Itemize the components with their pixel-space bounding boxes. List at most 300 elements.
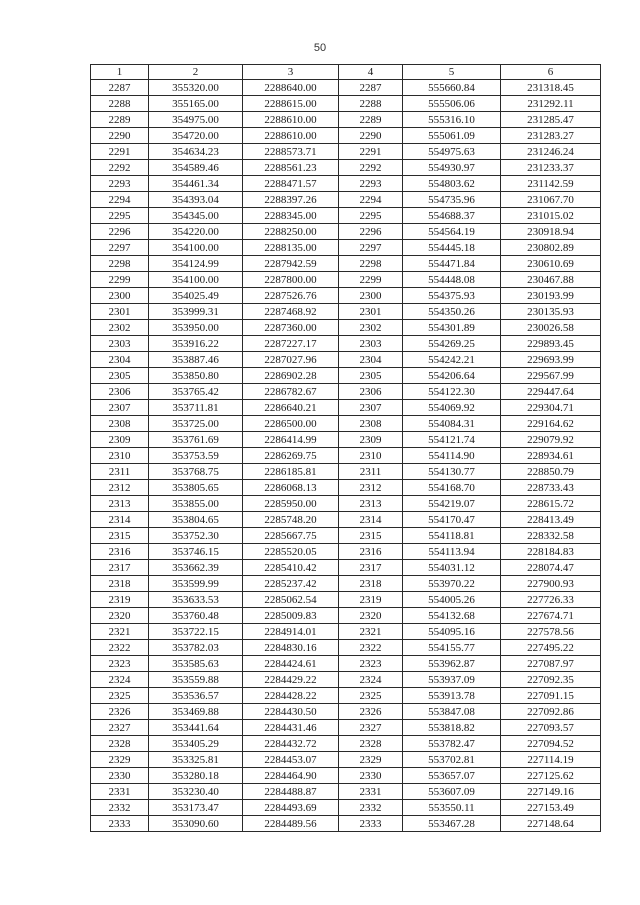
table-cell: 2287800.00 xyxy=(243,272,339,288)
table-cell: 2294 xyxy=(339,192,403,208)
table-row xyxy=(91,592,601,608)
table-cell: 2293 xyxy=(339,176,403,192)
table-cell: 553782.47 xyxy=(403,736,501,752)
table-cell: 354220.00 xyxy=(149,224,243,240)
table-cell: 2326 xyxy=(91,704,149,720)
table-cell: 2311 xyxy=(91,464,149,480)
table-cell: 353805.65 xyxy=(149,480,243,496)
table-cell: 554375.93 xyxy=(403,288,501,304)
table-cell: 2302 xyxy=(339,320,403,336)
table-cell: 353559.88 xyxy=(149,672,243,688)
table-cell: 553702.81 xyxy=(403,752,501,768)
table-cell: 229567.99 xyxy=(501,368,601,384)
table-cell: 2322 xyxy=(91,640,149,656)
table-cell: 2300 xyxy=(339,288,403,304)
table-cell: 2315 xyxy=(339,528,403,544)
table-cell: 2310 xyxy=(91,448,149,464)
column-header: 6 xyxy=(501,65,601,80)
table-cell: 228850.79 xyxy=(501,464,601,480)
table-cell: 2288250.00 xyxy=(243,224,339,240)
table-cell: 554170.47 xyxy=(403,512,501,528)
table-cell: 554803.62 xyxy=(403,176,501,192)
table-cell: 2284424.61 xyxy=(243,656,339,672)
table-cell: 2317 xyxy=(339,560,403,576)
table-cell: 2316 xyxy=(91,544,149,560)
table-cell: 554564.19 xyxy=(403,224,501,240)
table-cell: 231285.47 xyxy=(501,112,601,128)
table-cell: 2309 xyxy=(339,432,403,448)
table-row xyxy=(91,496,601,512)
table-cell: 2314 xyxy=(339,512,403,528)
table-cell: 2306 xyxy=(339,384,403,400)
table-cell: 2290 xyxy=(91,128,149,144)
table-cell: 353760.48 xyxy=(149,608,243,624)
table-cell: 2288135.00 xyxy=(243,240,339,256)
table-cell: 2301 xyxy=(91,304,149,320)
table-cell: 229693.99 xyxy=(501,352,601,368)
table-cell: 354975.00 xyxy=(149,112,243,128)
table-cell: 231318.45 xyxy=(501,80,601,96)
table-cell: 2288397.26 xyxy=(243,192,339,208)
table-cell: 353469.88 xyxy=(149,704,243,720)
table-cell: 227900.93 xyxy=(501,576,601,592)
table-cell: 554114.90 xyxy=(403,448,501,464)
table-cell: 2286185.81 xyxy=(243,464,339,480)
table-cell: 553962.87 xyxy=(403,656,501,672)
table-cell: 2297 xyxy=(339,240,403,256)
table-row xyxy=(91,720,601,736)
table-cell: 227114.19 xyxy=(501,752,601,768)
table-cell: 2284430.50 xyxy=(243,704,339,720)
table-cell: 2323 xyxy=(339,656,403,672)
table-cell: 2284432.72 xyxy=(243,736,339,752)
table-row xyxy=(91,544,601,560)
table-row xyxy=(91,672,601,688)
table-cell: 2302 xyxy=(91,320,149,336)
table-cell: 353950.00 xyxy=(149,320,243,336)
table-cell: 554084.31 xyxy=(403,416,501,432)
table-row xyxy=(91,160,601,176)
table-cell: 2303 xyxy=(91,336,149,352)
table-cell: 2320 xyxy=(339,608,403,624)
table-cell: 553937.09 xyxy=(403,672,501,688)
table-cell: 554118.81 xyxy=(403,528,501,544)
table-cell: 554219.07 xyxy=(403,496,501,512)
table-cell: 2324 xyxy=(91,672,149,688)
table-cell: 2288561.23 xyxy=(243,160,339,176)
column-header: 3 xyxy=(243,65,339,80)
table-row xyxy=(91,624,601,640)
table-row xyxy=(91,304,601,320)
table-cell: 2288573.71 xyxy=(243,144,339,160)
table-row xyxy=(91,752,601,768)
table-cell: 2326 xyxy=(339,704,403,720)
table-cell: 554735.96 xyxy=(403,192,501,208)
table-cell: 354634.23 xyxy=(149,144,243,160)
table-cell: 353536.57 xyxy=(149,688,243,704)
table-cell: 354461.34 xyxy=(149,176,243,192)
table-cell: 2289 xyxy=(91,112,149,128)
table-cell: 227092.35 xyxy=(501,672,601,688)
table-cell: 553818.82 xyxy=(403,720,501,736)
table-cell: 354100.00 xyxy=(149,272,243,288)
table-cell: 2292 xyxy=(339,160,403,176)
table-cell: 354124.99 xyxy=(149,256,243,272)
table-cell: 555660.84 xyxy=(403,80,501,96)
table-cell: 2287360.00 xyxy=(243,320,339,336)
table-cell: 2306 xyxy=(91,384,149,400)
table-cell: 354393.04 xyxy=(149,192,243,208)
table-cell: 2285410.42 xyxy=(243,560,339,576)
table-cell: 554031.12 xyxy=(403,560,501,576)
table-cell: 2305 xyxy=(339,368,403,384)
table-body xyxy=(91,80,601,832)
table-cell: 2297 xyxy=(91,240,149,256)
table-row xyxy=(91,768,601,784)
table-cell: 554471.84 xyxy=(403,256,501,272)
table-cell: 2284431.46 xyxy=(243,720,339,736)
table-cell: 2287 xyxy=(91,80,149,96)
table-cell: 553657.07 xyxy=(403,768,501,784)
table-cell: 231246.24 xyxy=(501,144,601,160)
table-row xyxy=(91,240,601,256)
table-cell: 2284914.01 xyxy=(243,624,339,640)
table-cell: 230135.93 xyxy=(501,304,601,320)
table-row xyxy=(91,288,601,304)
table-cell: 2284428.22 xyxy=(243,688,339,704)
table-cell: 2286902.28 xyxy=(243,368,339,384)
table-row xyxy=(91,208,601,224)
table-cell: 2286068.13 xyxy=(243,480,339,496)
table-cell: 2290 xyxy=(339,128,403,144)
table-cell: 2308 xyxy=(91,416,149,432)
table-cell: 228184.83 xyxy=(501,544,601,560)
table-cell: 2323 xyxy=(91,656,149,672)
table-cell: 554069.92 xyxy=(403,400,501,416)
column-header: 2 xyxy=(149,65,243,80)
table-cell: 2286414.99 xyxy=(243,432,339,448)
table-cell: 2305 xyxy=(91,368,149,384)
table-cell: 2288640.00 xyxy=(243,80,339,96)
table-cell: 554242.21 xyxy=(403,352,501,368)
table-cell: 2288610.00 xyxy=(243,112,339,128)
table-cell: 554005.26 xyxy=(403,592,501,608)
table-cell: 353725.00 xyxy=(149,416,243,432)
table-cell: 2330 xyxy=(91,768,149,784)
table-cell: 2303 xyxy=(339,336,403,352)
table-row xyxy=(91,416,601,432)
table-cell: 2325 xyxy=(339,688,403,704)
table-cell: 2286782.67 xyxy=(243,384,339,400)
table-cell: 2309 xyxy=(91,432,149,448)
table-cell: 353752.30 xyxy=(149,528,243,544)
table-cell: 353746.15 xyxy=(149,544,243,560)
table-row xyxy=(91,368,601,384)
table-cell: 554688.37 xyxy=(403,208,501,224)
table-row xyxy=(91,192,601,208)
table-cell: 2299 xyxy=(91,272,149,288)
table-cell: 2332 xyxy=(91,800,149,816)
table-cell: 2319 xyxy=(339,592,403,608)
table-cell: 353405.29 xyxy=(149,736,243,752)
table-cell: 554930.97 xyxy=(403,160,501,176)
table-cell: 555061.09 xyxy=(403,128,501,144)
table-cell: 554113.94 xyxy=(403,544,501,560)
table-row xyxy=(91,560,601,576)
table-row xyxy=(91,512,601,528)
table-cell: 354025.49 xyxy=(149,288,243,304)
table-cell: 2329 xyxy=(91,752,149,768)
table-cell: 231292.11 xyxy=(501,96,601,112)
table-cell: 554445.18 xyxy=(403,240,501,256)
table-cell: 554155.77 xyxy=(403,640,501,656)
table-cell: 2285748.20 xyxy=(243,512,339,528)
table-cell: 554269.25 xyxy=(403,336,501,352)
table-cell: 353753.59 xyxy=(149,448,243,464)
table-cell: 353585.63 xyxy=(149,656,243,672)
table-cell: 2331 xyxy=(339,784,403,800)
table-cell: 353855.00 xyxy=(149,496,243,512)
table-cell: 353887.46 xyxy=(149,352,243,368)
table-cell: 2285950.00 xyxy=(243,496,339,512)
table-cell: 2285062.54 xyxy=(243,592,339,608)
table-cell: 231015.02 xyxy=(501,208,601,224)
table-cell: 2288615.00 xyxy=(243,96,339,112)
table-cell: 353711.81 xyxy=(149,400,243,416)
table-row xyxy=(91,528,601,544)
table-cell: 227125.62 xyxy=(501,768,601,784)
table-cell: 553467.28 xyxy=(403,816,501,832)
table-cell: 554095.16 xyxy=(403,624,501,640)
table-cell: 229304.71 xyxy=(501,400,601,416)
column-header: 4 xyxy=(339,65,403,80)
table-cell: 2287 xyxy=(339,80,403,96)
table-cell: 227148.64 xyxy=(501,816,601,832)
table-cell: 553550.11 xyxy=(403,800,501,816)
table-cell: 2296 xyxy=(91,224,149,240)
table-row xyxy=(91,432,601,448)
table-cell: 2284830.16 xyxy=(243,640,339,656)
table-header-row xyxy=(91,65,601,80)
table-cell: 2284493.69 xyxy=(243,800,339,816)
table-row xyxy=(91,784,601,800)
table-cell: 2307 xyxy=(339,400,403,416)
table-row xyxy=(91,688,601,704)
page-number: 50 xyxy=(313,42,327,54)
table-cell: 2298 xyxy=(91,256,149,272)
table-cell: 353782.03 xyxy=(149,640,243,656)
table-cell: 2315 xyxy=(91,528,149,544)
table-cell: 2288 xyxy=(91,96,149,112)
table-cell: 230026.58 xyxy=(501,320,601,336)
table-cell: 353722.15 xyxy=(149,624,243,640)
coordinates-table xyxy=(90,64,601,832)
table-row xyxy=(91,320,601,336)
table-cell: 227087.97 xyxy=(501,656,601,672)
table-cell: 2313 xyxy=(91,496,149,512)
table-cell: 228934.61 xyxy=(501,448,601,464)
table-row xyxy=(91,384,601,400)
table-cell: 2313 xyxy=(339,496,403,512)
table-cell: 353599.99 xyxy=(149,576,243,592)
table-cell: 2284489.56 xyxy=(243,816,339,832)
table-cell: 353804.65 xyxy=(149,512,243,528)
table-cell: 353280.18 xyxy=(149,768,243,784)
table-cell: 229164.62 xyxy=(501,416,601,432)
table-cell: 227674.71 xyxy=(501,608,601,624)
table-cell: 554122.30 xyxy=(403,384,501,400)
table-cell: 554132.68 xyxy=(403,608,501,624)
table-cell: 2320 xyxy=(91,608,149,624)
table-cell: 227092.86 xyxy=(501,704,601,720)
table-cell: 2312 xyxy=(339,480,403,496)
table-cell: 2333 xyxy=(91,816,149,832)
table-cell: 228615.72 xyxy=(501,496,601,512)
table-cell: 353850.80 xyxy=(149,368,243,384)
table-cell: 231067.70 xyxy=(501,192,601,208)
table-cell: 2327 xyxy=(91,720,149,736)
table-cell: 2285009.83 xyxy=(243,608,339,624)
table-cell: 553970.22 xyxy=(403,576,501,592)
table-cell: 2312 xyxy=(91,480,149,496)
table-cell: 353633.53 xyxy=(149,592,243,608)
table-cell: 353090.60 xyxy=(149,816,243,832)
table-cell: 2322 xyxy=(339,640,403,656)
table-cell: 2321 xyxy=(339,624,403,640)
table-row xyxy=(91,80,601,96)
table-cell: 2286269.75 xyxy=(243,448,339,464)
table-cell: 2287027.96 xyxy=(243,352,339,368)
table-cell: 229079.92 xyxy=(501,432,601,448)
table-cell: 230802.89 xyxy=(501,240,601,256)
table-cell: 2284429.22 xyxy=(243,672,339,688)
table-cell: 353761.69 xyxy=(149,432,243,448)
table-cell: 2300 xyxy=(91,288,149,304)
table-row xyxy=(91,336,601,352)
table-cell: 2316 xyxy=(339,544,403,560)
table-cell: 354345.00 xyxy=(149,208,243,224)
table-row xyxy=(91,400,601,416)
table-cell: 227093.57 xyxy=(501,720,601,736)
table-row xyxy=(91,352,601,368)
table-cell: 2284488.87 xyxy=(243,784,339,800)
table-cell: 2329 xyxy=(339,752,403,768)
table-cell: 353662.39 xyxy=(149,560,243,576)
table-cell: 229447.64 xyxy=(501,384,601,400)
table-cell: 2327 xyxy=(339,720,403,736)
table-cell: 2311 xyxy=(339,464,403,480)
table-cell: 2295 xyxy=(339,208,403,224)
table-cell: 227495.22 xyxy=(501,640,601,656)
table-cell: 553847.08 xyxy=(403,704,501,720)
table-cell: 555316.10 xyxy=(403,112,501,128)
table-row xyxy=(91,144,601,160)
table-cell: 227726.33 xyxy=(501,592,601,608)
table-cell: 228413.49 xyxy=(501,512,601,528)
table-row xyxy=(91,224,601,240)
table-cell: 2288610.00 xyxy=(243,128,339,144)
table-cell: 2331 xyxy=(91,784,149,800)
table-cell: 2287526.76 xyxy=(243,288,339,304)
table-cell: 354589.46 xyxy=(149,160,243,176)
table-cell: 2319 xyxy=(91,592,149,608)
table-cell: 355165.00 xyxy=(149,96,243,112)
table-cell: 230610.69 xyxy=(501,256,601,272)
table-cell: 2328 xyxy=(91,736,149,752)
table-cell: 2332 xyxy=(339,800,403,816)
table-row xyxy=(91,128,601,144)
table-cell: 2330 xyxy=(339,768,403,784)
table-cell: 353768.75 xyxy=(149,464,243,480)
table-cell: 2304 xyxy=(91,352,149,368)
table-cell: 353916.22 xyxy=(149,336,243,352)
table-cell: 2284453.07 xyxy=(243,752,339,768)
table-row xyxy=(91,800,601,816)
table-row xyxy=(91,608,601,624)
table-cell: 231283.27 xyxy=(501,128,601,144)
table-cell: 555506.06 xyxy=(403,96,501,112)
table-cell: 2295 xyxy=(91,208,149,224)
table-cell: 227149.16 xyxy=(501,784,601,800)
table-cell: 227091.15 xyxy=(501,688,601,704)
table-cell: 2285667.75 xyxy=(243,528,339,544)
table-cell: 228733.43 xyxy=(501,480,601,496)
table-cell: 2288 xyxy=(339,96,403,112)
table-cell: 2291 xyxy=(339,144,403,160)
table-cell: 230193.99 xyxy=(501,288,601,304)
table-cell: 2289 xyxy=(339,112,403,128)
table-cell: 353999.31 xyxy=(149,304,243,320)
table-row xyxy=(91,816,601,832)
table-cell: 554350.26 xyxy=(403,304,501,320)
table-row xyxy=(91,736,601,752)
table-row xyxy=(91,256,601,272)
table-cell: 2287942.59 xyxy=(243,256,339,272)
table-cell: 231233.37 xyxy=(501,160,601,176)
table-cell: 2296 xyxy=(339,224,403,240)
table-cell: 2285520.05 xyxy=(243,544,339,560)
table-cell: 2310 xyxy=(339,448,403,464)
table-cell: 2328 xyxy=(339,736,403,752)
table-cell: 2333 xyxy=(339,816,403,832)
table-cell: 227578.56 xyxy=(501,624,601,640)
table-cell: 2287468.92 xyxy=(243,304,339,320)
table-cell: 228332.58 xyxy=(501,528,601,544)
table-cell: 2304 xyxy=(339,352,403,368)
table-cell: 554301.89 xyxy=(403,320,501,336)
table-cell: 230467.88 xyxy=(501,272,601,288)
table-cell: 229893.45 xyxy=(501,336,601,352)
table-row xyxy=(91,272,601,288)
table-cell: 2318 xyxy=(91,576,149,592)
table-cell: 2284464.90 xyxy=(243,768,339,784)
table-cell: 2308 xyxy=(339,416,403,432)
table-cell: 2287227.17 xyxy=(243,336,339,352)
table-row xyxy=(91,176,601,192)
table-cell: 353441.64 xyxy=(149,720,243,736)
column-header: 5 xyxy=(403,65,501,80)
table-cell: 554448.08 xyxy=(403,272,501,288)
table-cell: 554130.77 xyxy=(403,464,501,480)
table-cell: 2294 xyxy=(91,192,149,208)
table-cell: 554975.63 xyxy=(403,144,501,160)
table-row xyxy=(91,464,601,480)
table-row xyxy=(91,448,601,464)
table-cell: 354720.00 xyxy=(149,128,243,144)
table-row xyxy=(91,576,601,592)
table-cell: 2321 xyxy=(91,624,149,640)
table-cell: 2285237.42 xyxy=(243,576,339,592)
